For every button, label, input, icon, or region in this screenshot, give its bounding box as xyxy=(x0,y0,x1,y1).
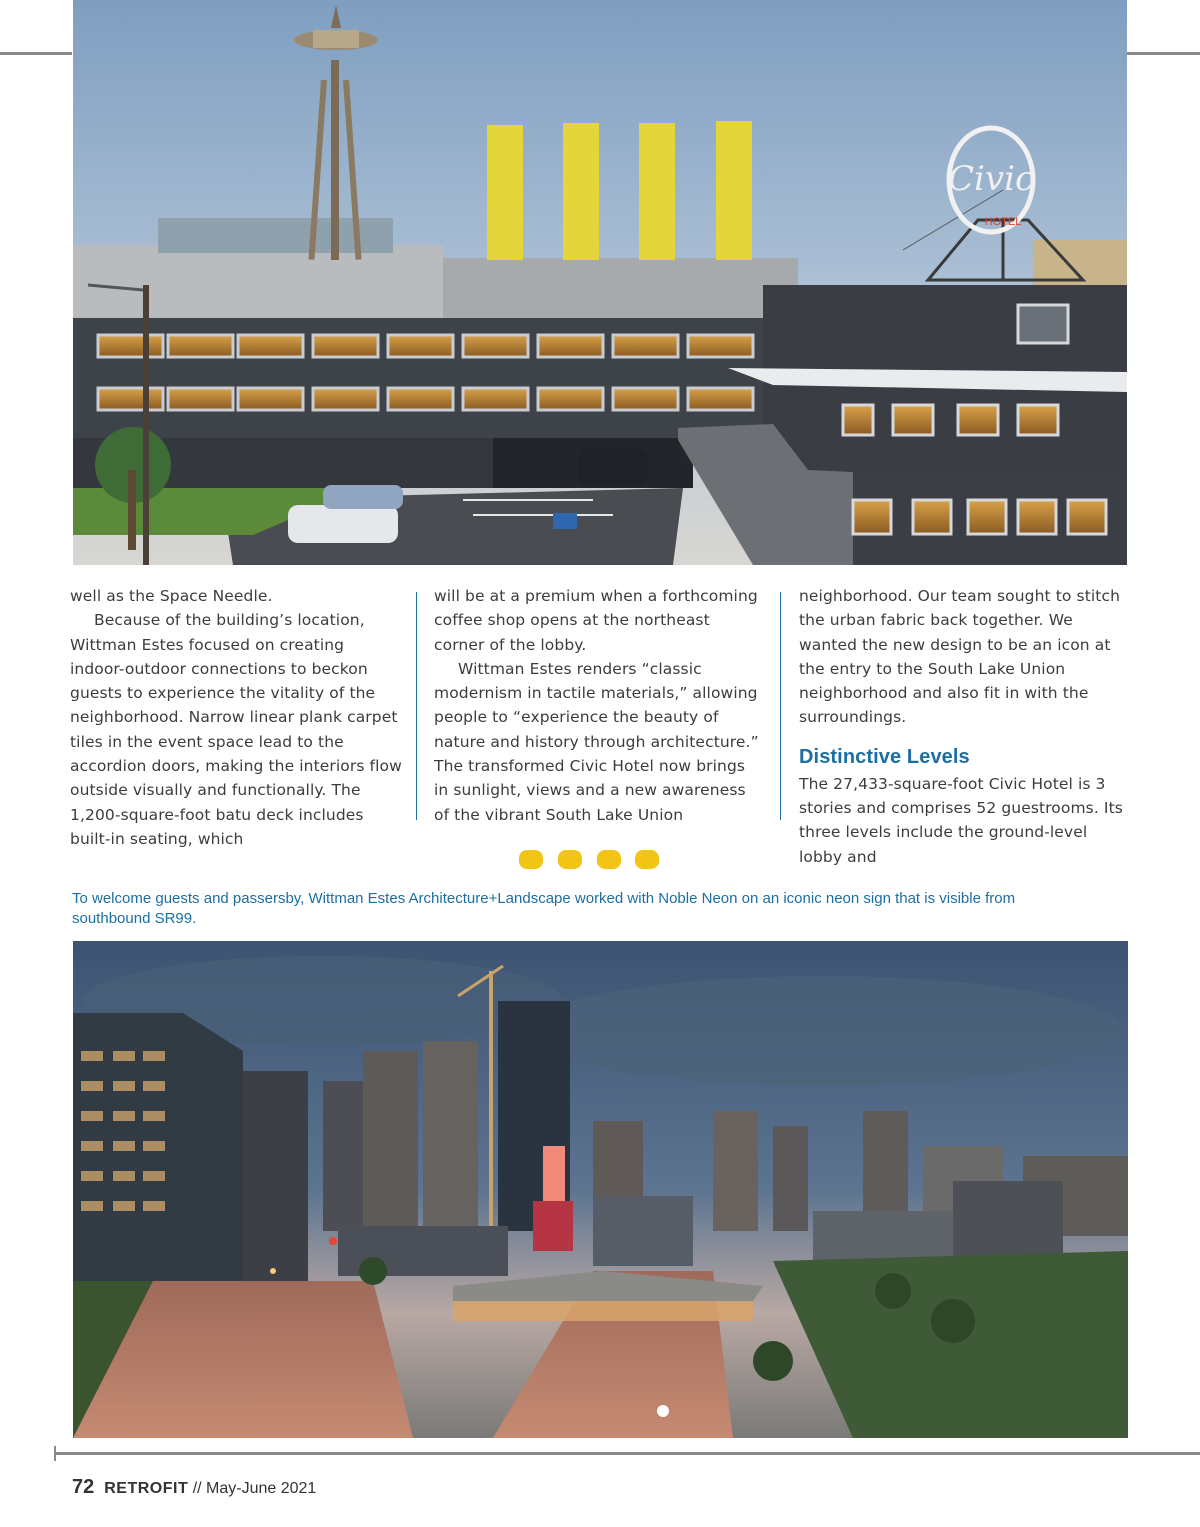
article-column-3 xyxy=(799,584,1129,869)
footer-rule xyxy=(55,1452,1200,1455)
page-footer xyxy=(72,1476,316,1499)
top-right-rule xyxy=(1127,52,1200,55)
footer-rule-tick xyxy=(54,1446,56,1461)
photo-caption: To welcome guests and passersby, Wittman Estes Architecture+Landscape worked with Noble Neon on an iconic neon sign that is visible from southbound SR99. xyxy=(72,890,1016,927)
col1-para-2: Because of the building’s location, Wittman Estes focused on creating indoor-outdoor connections to beckon guests to experience the vitality of the neighborhood. Narrow linear plank carpet tiles in the event space lead to the accordion doors, making the interiors flow outside visually and functionally. The 1,200-square-foot batu deck includes built-in seating, which xyxy=(70,611,402,848)
issue-date: // May-June 2021 xyxy=(192,1480,317,1497)
page-number: 72 xyxy=(72,1476,95,1498)
article-column-2 xyxy=(434,584,762,827)
col1-para-1: well as the Space Needle. xyxy=(70,587,273,605)
city-photo xyxy=(73,941,1128,1438)
col3-para-1: neighborhood. Our team sought to stitch the urban fabric back together. We wanted the new design to be an icon at the entry to the South Lake Union neighborhood and also fit in with the surroundings. xyxy=(799,587,1121,727)
yellow-dot xyxy=(558,850,582,869)
column-divider-1 xyxy=(416,592,417,820)
top-left-rule xyxy=(0,52,72,55)
col3-para-2: The 27,433-square-foot Civic Hotel is 3 stories and comprises 52 guestrooms. Its three levels include the ground-level lobby and xyxy=(799,774,1123,866)
hotel-photo xyxy=(73,0,1127,565)
section-subhead: Distinctive Levels xyxy=(799,745,970,768)
magazine-name: RETROFIT xyxy=(104,1480,189,1497)
column-divider-2 xyxy=(780,592,781,820)
col2-para-2: Wittman Estes renders “classic modernism in tactile materials,” allowing people to “experience the beauty of nature and history through architecture.” The transformed Civic Hotel now brings in sunlight, views and a new awareness of the vibrant South Lake Union xyxy=(434,659,759,824)
svg-text:Civic: Civic xyxy=(947,159,1035,199)
col2-para-1: will be at a premium when a forthcoming coffee shop opens at the northeast corner of the lobby. xyxy=(434,587,758,654)
yellow-dot xyxy=(635,850,659,869)
svg-text:HOTEL: HOTEL xyxy=(984,216,1022,228)
article-column-1 xyxy=(70,584,402,851)
yellow-dot xyxy=(597,850,621,869)
yellow-dot xyxy=(519,850,543,869)
